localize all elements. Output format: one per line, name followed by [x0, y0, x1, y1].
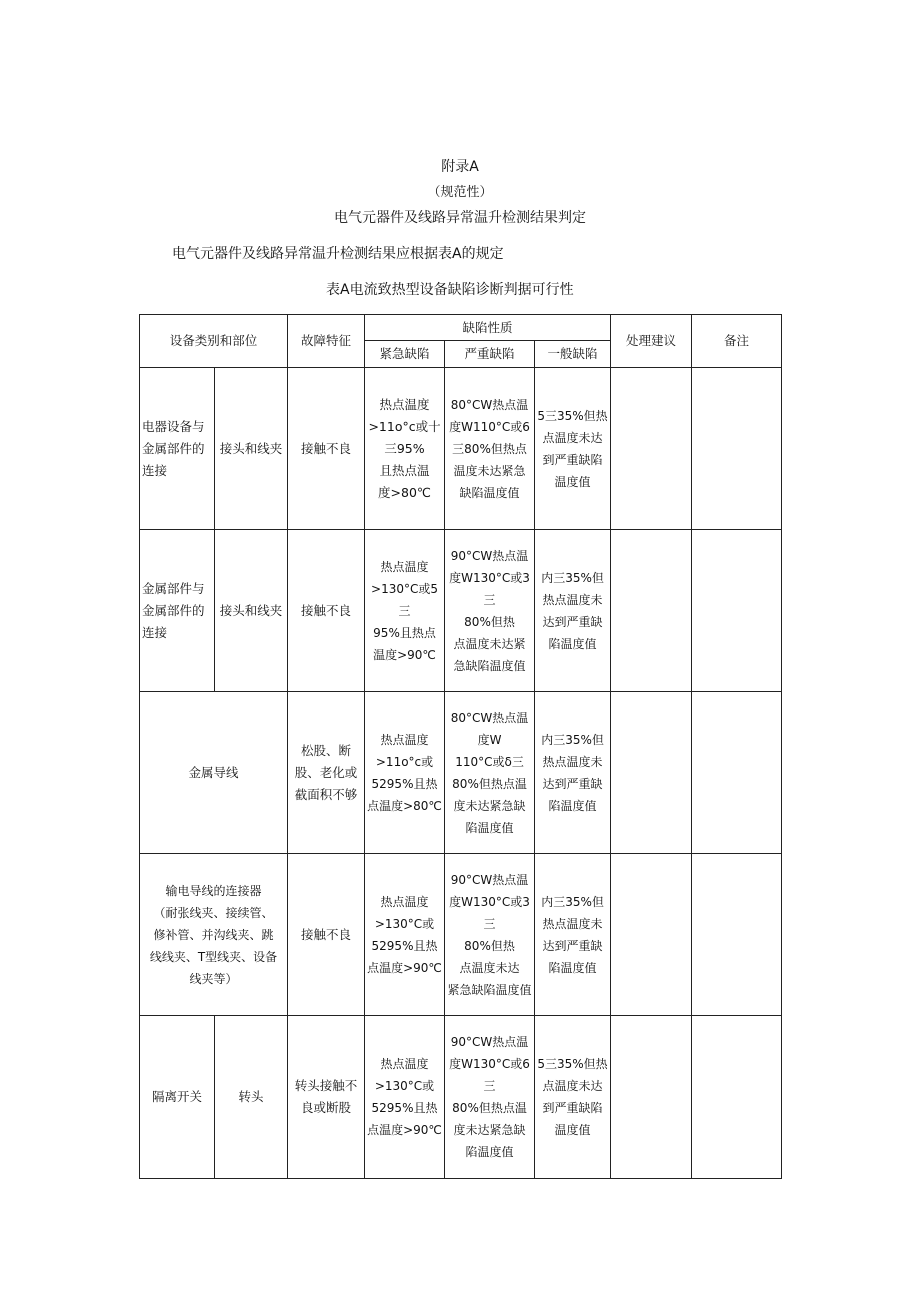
row-serious: 90°CW热点温 度W130°C或6三 80%但热点温 度未达紧急缺 陷温度值 — [445, 1016, 535, 1179]
row-general: 5三35%但热 点温度未达 到严重缺陷 温度值 — [535, 368, 611, 530]
header-defect-nature: 缺陷性质 — [365, 315, 611, 341]
row-category: 金属部件与 金属部件的 连接 — [140, 530, 215, 692]
row-remarks — [692, 530, 782, 692]
row-serious: 80°CW热点温 度W 110°C或δ三 80%但热点温 度未达紧急缺 陷温度值 — [445, 692, 535, 854]
row-urgent: 热点温度 >130°C或 5295%且热 点温度>90℃ — [365, 1016, 445, 1179]
row-serious: 90°CW热点温 度W130°C或3三 80%但热 点温度未达紧 急缺陷温度值 — [445, 530, 535, 692]
table-row — [140, 692, 782, 854]
header-remarks: 备注 — [692, 315, 782, 368]
row-general: 内三35%但 热点温度未 达到严重缺 陷温度值 — [535, 692, 611, 854]
row-category: 金属导线 — [140, 692, 288, 854]
row-remarks — [692, 1016, 782, 1179]
row-fault: 转头接触不 良或断股 — [288, 1016, 365, 1179]
header-suggestion: 处理建议 — [611, 315, 692, 368]
appendix-type: （规范性） — [427, 185, 493, 200]
table-caption: 表A电流致热型设备缺陷诊断判据可行性 — [326, 282, 574, 298]
row-urgent: 热点温度 >11o°c或 5295%且热 点温度>80℃ — [365, 692, 445, 854]
defect-criteria-table — [139, 314, 782, 1179]
row-part: 接头和线夹 — [215, 530, 288, 692]
row-suggestion — [611, 692, 692, 854]
row-category: 电器设备与 金属部件的 连接 — [140, 368, 215, 530]
row-general: 5三35%但热 点温度未达 到严重缺陷 温度值 — [535, 1016, 611, 1179]
table-header-row — [140, 315, 782, 341]
header-general: 一般缺陷 — [535, 341, 611, 368]
row-serious: 90°CW热点温 度W130°C或3三 80%但热 点温度未达 紧急缺陷温度值 — [445, 854, 535, 1016]
row-suggestion — [611, 1016, 692, 1179]
header-serious: 严重缺陷 — [445, 341, 535, 368]
row-fault: 接触不良 — [288, 854, 365, 1016]
row-fault: 接触不良 — [288, 530, 365, 692]
row-suggestion — [611, 530, 692, 692]
row-part: 转头 — [215, 1016, 288, 1179]
row-remarks — [692, 368, 782, 530]
row-urgent: 热点温度 >130°C或 5295%且热 点温度>90℃ — [365, 854, 445, 1016]
row-suggestion — [611, 854, 692, 1016]
section-title: 电气元器件及线路异常温升检测结果判定 — [334, 210, 586, 226]
row-serious: 80°CW热点温 度W110°C或6 三80%但热点 温度未达紧急 缺陷温度值 — [445, 368, 535, 530]
header-fault-feature: 故障特征 — [288, 315, 365, 368]
table-row — [140, 1016, 782, 1179]
table-row — [140, 368, 782, 530]
row-fault: 接触不良 — [288, 368, 365, 530]
header-urgent: 紧急缺陷 — [365, 341, 445, 368]
row-urgent: 热点温度 >130°C或5三 95%且热点 温度>90℃ — [365, 530, 445, 692]
row-remarks — [692, 692, 782, 854]
table-row — [140, 854, 782, 1016]
row-category: 隔离开关 — [140, 1016, 215, 1179]
row-general: 内三35%但 热点温度未 达到严重缺 陷温度值 — [535, 530, 611, 692]
row-fault: 松股、断 股、老化或 截面积不够 — [288, 692, 365, 854]
row-remarks — [692, 854, 782, 1016]
row-suggestion — [611, 368, 692, 530]
row-part: 接头和线夹 — [215, 368, 288, 530]
table-row — [140, 530, 782, 692]
header-device-category: 设备类别和部位 — [140, 315, 288, 368]
row-category: 输电导线的连接器 （耐张线夹、接续管、 修补管、并沟线夹、跳 线线夹、T型线夹、设备 线夹等） — [140, 854, 288, 1016]
appendix-title: 附录A — [441, 159, 479, 175]
row-urgent: 热点温度 >11o°c或十 三95% 且热点温 度>80℃ — [365, 368, 445, 530]
intro-paragraph: 电气元器件及线路异常温升检测结果应根据表A的规定 — [172, 246, 504, 262]
row-general: 内三35%但 热点温度未 达到严重缺 陷温度值 — [535, 854, 611, 1016]
